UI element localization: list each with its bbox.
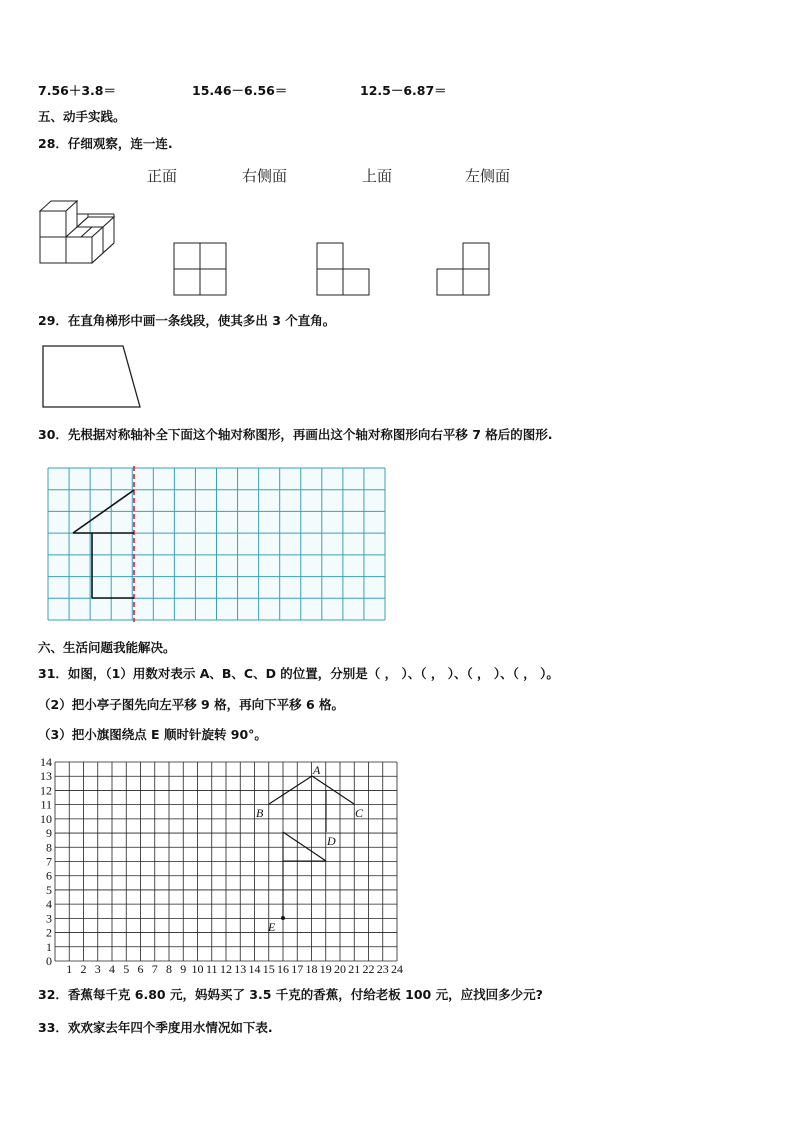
q31-y-tick-label: 3 <box>46 911 52 926</box>
q31-y-tick-label: 0 <box>46 954 52 968</box>
q31-x-tick-label: 8 <box>166 962 172 976</box>
q31-x-tick-label: 16 <box>277 962 289 976</box>
q31-y-tick-label: 13 <box>40 769 52 784</box>
q31-x-tick-label: 10 <box>191 962 204 976</box>
q31-x-tick-label: 14 <box>248 962 261 976</box>
q31-x-tick-label: 18 <box>305 962 318 976</box>
view-label-left: 左侧面 <box>465 167 511 185</box>
point-label-d: D <box>327 834 336 848</box>
q31-x-tick-label: 12 <box>220 962 232 976</box>
q31-part1: 31．如图，（1）用数对表示 A、B、C、D 的位置，分别是（ ， ）、（ ， ）、（ ， ）、（ ， ）。 <box>38 666 559 681</box>
section-6-title: 六、生活问题我能解决。 <box>38 640 176 655</box>
q31-x-labels <box>66 962 403 976</box>
calc-expr-2: 15.46－6.56＝ <box>192 83 288 98</box>
q28-text: 28．仔细观察，连一连. <box>38 136 173 151</box>
q31-y-tick-label: 14 <box>40 755 52 769</box>
point-label-a: A <box>313 763 321 777</box>
q30-text: 30．先根据对称轴补全下面这个轴对称图形，再画出这个轴对称图形向右平移 7 格后的图形. <box>38 427 553 442</box>
point-e-dot <box>281 916 285 920</box>
view-label-front: 正面 <box>147 167 178 185</box>
q31-y-tick-label: 5 <box>46 882 52 897</box>
q31-part2: （2）把小亭子图先向左平移 9 格，再向下平移 6 格。 <box>38 697 345 712</box>
q31-x-tick-label: 2 <box>80 962 87 976</box>
q31-y-tick-label: 7 <box>46 854 52 869</box>
q31-y-tick-label: 8 <box>46 840 52 855</box>
q31-y-tick-label: 1 <box>46 939 52 954</box>
q29-text: 29．在直角梯形中画一条线段，使其多出 3 个直角。 <box>38 313 336 328</box>
q31-grid-lines <box>55 762 397 961</box>
view-label-right: 右侧面 <box>242 167 288 185</box>
q31-x-tick-label: 5 <box>123 962 130 976</box>
q31-x-tick-label: 24 <box>391 962 403 976</box>
q31-y-tick-label: 11 <box>40 797 52 812</box>
q31-x-tick-label: 20 <box>334 962 346 976</box>
section-5-title: 五、动手实践。 <box>38 109 126 124</box>
q31-x-tick-label: 1 <box>66 962 73 976</box>
calc-expr-3: 12.5－6.87＝ <box>360 83 447 98</box>
point-label-c: C <box>355 806 364 820</box>
q31-x-tick-label: 15 <box>262 962 275 976</box>
q31-x-tick-label: 13 <box>234 962 247 976</box>
q31-x-tick-label: 11 <box>205 962 218 976</box>
q31-x-tick-label: 21 <box>348 962 361 976</box>
q31-x-tick-label: 17 <box>291 962 304 976</box>
q31-x-tick-label: 6 <box>137 962 144 976</box>
calc-expr-1: 7.56＋3.8＝ <box>38 83 116 98</box>
q31-x-tick-label: 19 <box>319 962 332 976</box>
q31-x-tick-label: 9 <box>180 962 187 976</box>
q31-x-tick-label: 3 <box>94 962 101 976</box>
q31-part3: （3）把小旗图绕点 E 顺时针旋转 90°。 <box>38 727 267 742</box>
point-label-b: B <box>256 806 264 820</box>
q31-y-tick-label: 9 <box>46 826 52 841</box>
q33-text: 33．欢欢家去年四个季度用水情况如下表. <box>38 1020 273 1035</box>
q31-y-labels <box>40 755 52 968</box>
view-label-top: 上面 <box>362 167 393 185</box>
q31-x-tick-label: 23 <box>376 962 389 976</box>
q31-y-tick-label: 2 <box>46 925 52 940</box>
q31-y-tick-label: 12 <box>40 783 52 798</box>
q31-x-tick-label: 7 <box>151 962 158 976</box>
point-label-e: E <box>268 920 276 934</box>
q31-x-tick-label: 4 <box>109 962 115 976</box>
q32-text: 32．香蕉每千克 6.80 元，妈妈买了 3.5 千克的香蕉，付给老板 100 元，应找回多少元? <box>38 987 543 1002</box>
q31-x-tick-label: 22 <box>362 962 375 976</box>
q31-y-tick-label: 6 <box>46 868 52 883</box>
flag-figure <box>283 832 326 918</box>
q31-y-tick-label: 10 <box>40 811 52 826</box>
q31-y-tick-label: 4 <box>46 897 52 912</box>
